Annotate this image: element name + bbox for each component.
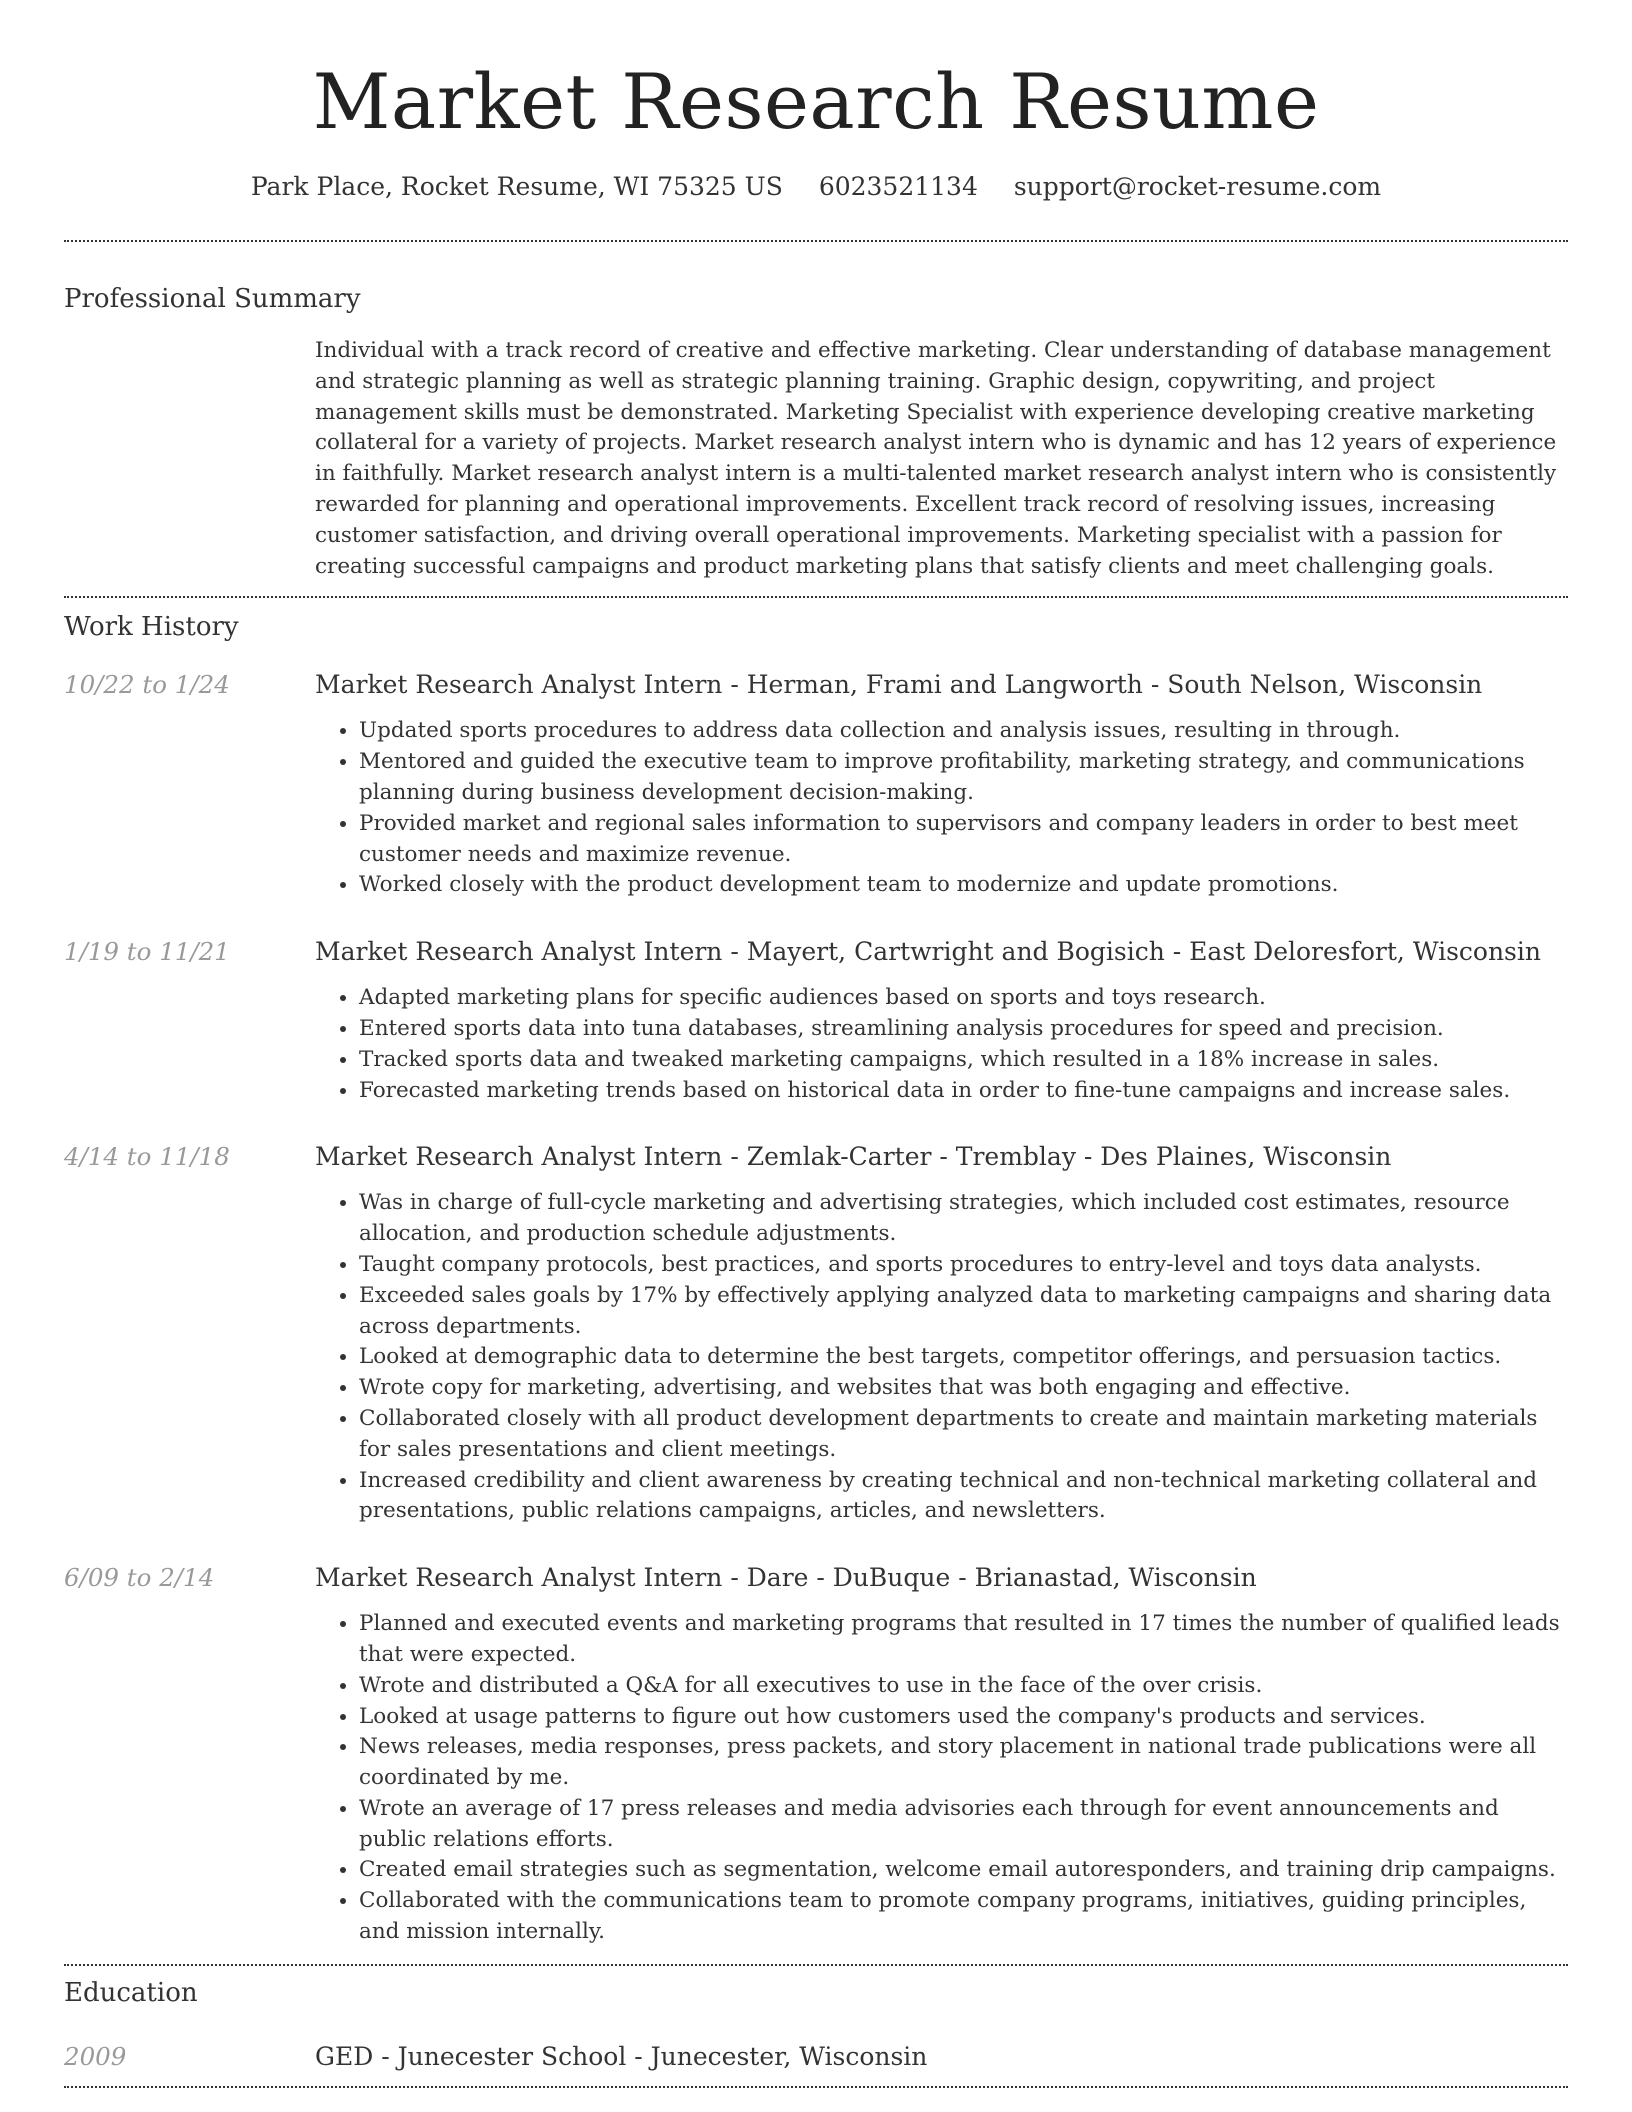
- contact-line: [64, 170, 1568, 204]
- job-bullet: • Wrote copy for marketing, advertising, and websites that was both engaging and effective.: [359, 1373, 1568, 1404]
- section-divider: [64, 596, 1568, 598]
- job-bullets: [315, 1609, 1568, 1948]
- summary-heading: Professional Summary: [64, 284, 361, 314]
- job-dates: 10/22 to 1/24: [64, 670, 230, 700]
- job-bullet: • Provided market and regional sales information to supervisors and company leaders in order to best meet customer needs and maximize revenue.: [359, 809, 1568, 871]
- job-bullet: • News releases, media responses, press packets, and story placement in national trade publications were all coordinated by me.: [359, 1732, 1568, 1794]
- contact-phone: 6023521134: [818, 172, 978, 201]
- job-bullets: [315, 1188, 1568, 1527]
- job-bullet: • Collaborated closely with all product development departments to create and maintain marketing materials for sales presentations and client meetings.: [359, 1404, 1568, 1466]
- job-dates: 6/09 to 2/14: [64, 1563, 215, 1593]
- resume-page: [64, 0, 1568, 2088]
- job-bullet: • Planned and executed events and marketing programs that resulted in 17 times the number of qualified leads that were expected.: [359, 1609, 1568, 1671]
- job-bullet: • Worked closely with the product development team to modernize and update promotions.: [359, 870, 1568, 901]
- contact-email: support@rocket-resume.com: [1013, 172, 1382, 201]
- section-divider: [64, 1964, 1568, 1966]
- job-bullet: • Collaborated with the communications team to promote company programs, initiatives, guiding principles, and mission internally.: [359, 1886, 1568, 1948]
- education-entry: [64, 2040, 1568, 2074]
- job-dates: 4/14 to 11/18: [64, 1142, 230, 1172]
- job-bullet: • Increased credibility and client awareness by creating technical and non-technical marketing collateral and presentations, public relations campaigns, articles, and newsletters.: [359, 1466, 1568, 1528]
- job-dates: 1/19 to 11/21: [64, 937, 230, 967]
- contact-address: Park Place, Rocket Resume, WI 75325 US: [250, 172, 783, 201]
- job-bullet: • Entered sports data into tuna databases, streamlining analysis procedures for speed and precision.: [359, 1014, 1568, 1045]
- job-bullet: • Looked at demographic data to determine the best targets, competitor offerings, and persuasion tactics.: [359, 1342, 1568, 1373]
- job-bullet: • Created email strategies such as segmentation, welcome email autoresponders, and training drip campaigns.: [359, 1855, 1568, 1886]
- job-title: Market Research Analyst Intern - Zemlak-Carter - Tremblay - Des Plaines, Wisconsin: [315, 1142, 1392, 1172]
- job-bullet: • Wrote an average of 17 press releases and media advisories each through for event announcements and public relations efforts.: [359, 1794, 1568, 1856]
- job-entry: [64, 1561, 1568, 1948]
- job-bullets: [315, 983, 1568, 1106]
- job-bullet: • Mentored and guided the executive team to improve profitability, marketing strategy, and communications planning during business development decision-making.: [359, 747, 1568, 809]
- job-bullet: • Forecasted marketing trends based on historical data in order to fine-tune campaigns and increase sales.: [359, 1076, 1568, 1107]
- education-year: 2009: [64, 2041, 127, 2071]
- education-heading: Education: [64, 1977, 198, 2008]
- job-bullet: • Adapted marketing plans for specific audiences based on sports and toys research.: [359, 983, 1568, 1014]
- job-title: Market Research Analyst Intern - Mayert, Cartwright and Bogisich - East Deloresfort, Wisconsin: [315, 937, 1541, 967]
- education-title: GED - Junecester School - Junecester, Wisconsin: [315, 2041, 928, 2071]
- job-bullet: • Updated sports procedures to address data collection and analysis issues, resulting in through.: [359, 716, 1568, 747]
- summary-text: Individual with a track record of creative and effective marketing. Clear understanding of database management and strategic planning as well as strategic planning training. Graphic design, copywriting, and project management skills must be demonstrated. Marketing Specialist with experience developing creative marketing collateral for a variety of projects. Market research analyst intern who is dynamic and has 12 years of experience in faithfully. Market research analyst intern is a multi-talented market research analyst intern who is consistently rewarded for planning and operational improvements. Excellent track record of resolving issues, increasing customer satisfaction, and driving overall operational improvements. Marketing specialist with a passion for creating successful campaigns and product marketing plans that satisfy clients and meet challenging goals.: [315, 338, 1557, 579]
- section-divider: [64, 240, 1568, 242]
- job-bullet: • Tracked sports data and tweaked marketing campaigns, which resulted in a 18% increase in sales.: [359, 1045, 1568, 1076]
- job-entry: [64, 935, 1568, 1106]
- job-bullet: • Wrote and distributed a Q&A for all executives to use in the face of the over crisis.: [359, 1671, 1568, 1702]
- job-entry: [64, 1140, 1568, 1527]
- work-history-heading: Work History: [64, 612, 239, 643]
- job-bullets: [315, 716, 1568, 901]
- job-bullet: • Looked at usage patterns to figure out how customers used the company's products and services.: [359, 1702, 1568, 1733]
- job-bullet: • Was in charge of full-cycle marketing and advertising strategies, which included cost estimates, resource allocation, and production schedule adjustments.: [359, 1188, 1568, 1250]
- job-entry: [64, 668, 1568, 901]
- job-bullet: • Exceeded sales goals by 17% by effectively applying analyzed data to marketing campaigns and sharing data across departments.: [359, 1281, 1568, 1343]
- job-title: Market Research Analyst Intern - Herman, Frami and Langworth - South Nelson, Wisconsin: [315, 670, 1483, 700]
- section-divider: [64, 2086, 1568, 2088]
- resume-title: Market Research Resume: [312, 57, 1320, 146]
- job-bullet: • Taught company protocols, best practices, and sports procedures to entry-level and toys data analysts.: [359, 1250, 1568, 1281]
- job-title: Market Research Analyst Intern - Dare - DuBuque - Brianastad, Wisconsin: [315, 1563, 1257, 1593]
